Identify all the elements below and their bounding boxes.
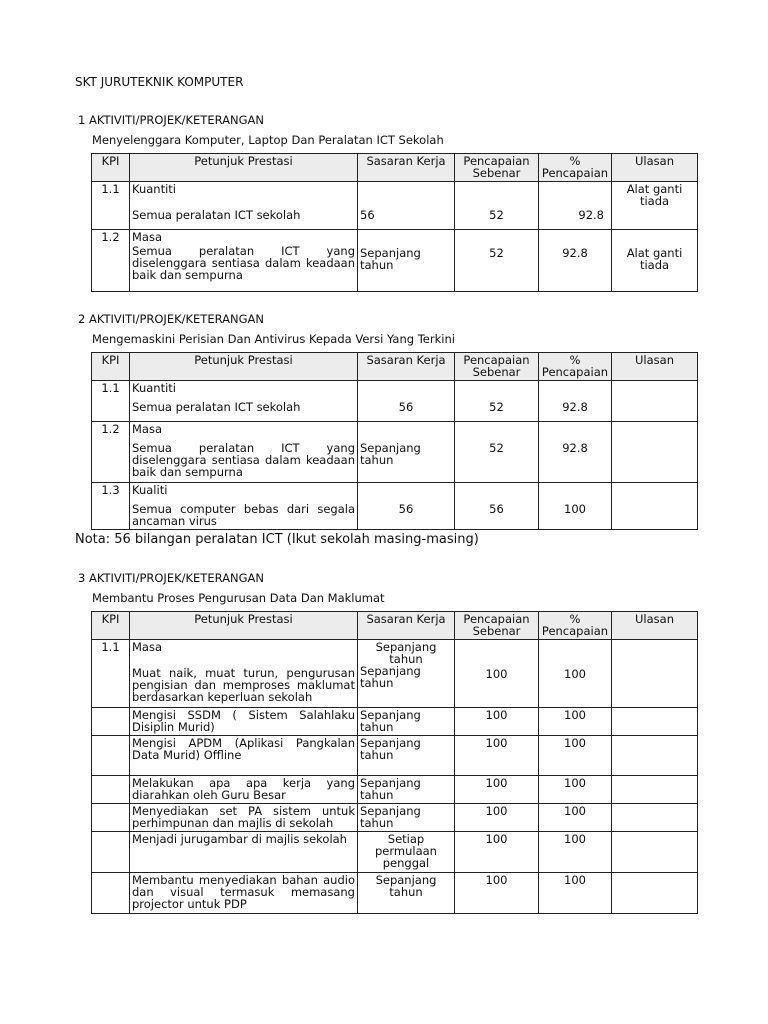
sebenar-cell: 100: [455, 776, 539, 804]
sebenar-cell: 52: [455, 230, 539, 292]
sebenar-cell: 100: [455, 640, 539, 708]
petunjuk-text: Menjadi jurugambar di majlis sekolah: [130, 832, 358, 873]
kpi-number: 1.1: [92, 640, 130, 708]
peratus-cell: 100: [539, 776, 612, 804]
document-title: SKT JURUTEKNIK KOMPUTER: [75, 75, 244, 89]
table-row: [92, 736, 698, 776]
peratus-cell: 92.8: [539, 422, 612, 483]
sebenar-cell: 52: [455, 381, 539, 422]
table-row: [92, 708, 698, 736]
petunjuk-text: Membantu menyediakan bahan audio dan visual termasuk memasang projector untuk PDP: [130, 873, 358, 914]
petunjuk-label: Kualiti: [132, 483, 168, 497]
petunjuk-cell: [130, 483, 358, 530]
peratus-cell: 100: [539, 832, 612, 873]
peratus-cell: 100: [539, 736, 612, 776]
ulasan-cell: [612, 736, 698, 776]
kpi-number: [92, 873, 130, 914]
petunjuk-text: Semua peralatan ICT sekolah: [132, 208, 301, 222]
sebenar-cell: 52: [455, 422, 539, 483]
kpi-number: [92, 832, 130, 873]
table-header-row: [92, 353, 698, 381]
kpi-number: [92, 776, 130, 804]
petunjuk-cell: [130, 381, 358, 422]
kpi-number: 1.3: [92, 483, 130, 530]
kpi-number: 1.2: [92, 422, 130, 483]
table-row: [92, 873, 698, 914]
header-petunjuk: Petunjuk Prestasi: [130, 353, 358, 381]
petunjuk-cell: [130, 182, 358, 230]
peratus-cell: 100: [539, 483, 612, 530]
petunjuk-text: Melakukan apa apa kerja yang diarahkan oleh Guru Besar: [130, 776, 358, 804]
header-petunjuk: Petunjuk Prestasi: [130, 612, 358, 640]
ulasan-cell: Alat ganti tiada: [612, 182, 698, 230]
sasaran-cell: Sepanjang tahun: [358, 776, 455, 804]
petunjuk-text: Mengisi SSDM ( Sistem Salahlaku Disiplin Murid): [130, 708, 358, 736]
petunjuk-text: Semua peralatan ICT yang diselenggara sentiasa dalam keadaan baik dan sempurna: [132, 244, 355, 282]
petunjuk-text: Mengisi APDM (Aplikasi Pangkalan Data Murid) Offline: [130, 736, 358, 776]
kpi-number: 1.1: [92, 182, 130, 230]
table-row: [92, 640, 698, 708]
header-ulasan: Ulasan: [612, 154, 698, 182]
petunjuk-cell: [130, 640, 358, 708]
table-row: [92, 776, 698, 804]
sebenar-cell: 100: [455, 708, 539, 736]
header-peratus: % Pencapaian: [539, 154, 612, 182]
sasaran-cell: [358, 640, 455, 708]
ulasan-cell: [612, 381, 698, 422]
sebenar-cell: 100: [455, 736, 539, 776]
section-3-table: [91, 611, 698, 914]
kpi-number: 1.2: [92, 230, 130, 292]
sasaran-cell: Sepanjang tahun: [358, 873, 455, 914]
section-2-table: [91, 352, 698, 530]
petunjuk-text: Semua peralatan ICT yang diselenggara sentiasa dalam keadaan baik dan sempurna: [132, 441, 355, 479]
sasaran-cell: 56: [358, 381, 455, 422]
section-2-subtitle: Mengemaskini Perisian Dan Antivirus Kepada Versi Yang Terkini: [92, 332, 455, 346]
header-peratus: % Pencapaian: [539, 353, 612, 381]
petunjuk-text: Menyediakan set PA sistem untuk perhimpunan dan majlis di sekolah: [130, 804, 358, 832]
header-ulasan: Ulasan: [612, 612, 698, 640]
table-row: [92, 230, 698, 292]
peratus-cell: 92.8: [539, 230, 612, 292]
header-ulasan: Ulasan: [612, 353, 698, 381]
petunjuk-cell: [130, 422, 358, 483]
petunjuk-label: Kuantiti: [132, 381, 177, 395]
header-kpi: KPI: [92, 353, 130, 381]
peratus-cell: 92.8: [539, 381, 612, 422]
sasaran-cell: Sepanjang tahun: [358, 422, 455, 483]
kpi-number: [92, 736, 130, 776]
peratus-cell: 100: [539, 873, 612, 914]
ulasan-cell: Alat ganti tiada: [612, 230, 698, 292]
sebenar-cell: 100: [455, 804, 539, 832]
ulasan-cell: [612, 804, 698, 832]
sasaran-label: Sepanjang tahun: [375, 640, 437, 666]
table-row: [92, 422, 698, 483]
sebenar-cell: 52: [455, 182, 539, 230]
sasaran-cell: Sepanjang tahun: [358, 804, 455, 832]
header-sasaran: Sasaran Kerja: [358, 612, 455, 640]
petunjuk-text: Semua computer bebas dari segala ancaman virus: [132, 502, 355, 528]
header-sebenar: Pencapaian Sebenar: [455, 353, 539, 381]
ulasan-cell: [612, 422, 698, 483]
petunjuk-label: Masa: [132, 640, 163, 654]
sasaran-text: Sepanjang tahun: [360, 664, 421, 690]
ulasan-cell: [612, 832, 698, 873]
ulasan-cell: [612, 640, 698, 708]
sebenar-cell: 100: [455, 832, 539, 873]
ulasan-cell: [612, 708, 698, 736]
table-row: [92, 804, 698, 832]
sasaran-cell: 56: [358, 483, 455, 530]
sasaran-cell: 56: [358, 182, 455, 230]
table-row: [92, 381, 698, 422]
header-petunjuk: Petunjuk Prestasi: [130, 154, 358, 182]
section-1-table: [91, 153, 698, 292]
section-2-heading: 2 AKTIVITI/PROJEK/KETERANGAN: [78, 312, 264, 326]
sebenar-cell: 56: [455, 483, 539, 530]
header-sebenar: Pencapaian Sebenar: [455, 154, 539, 182]
petunjuk-text: Muat naik, muat turun, pengurusan pengisian dan memproses maklumat berdasarkan keperluan sekolah: [132, 666, 355, 704]
header-sasaran: Sasaran Kerja: [358, 154, 455, 182]
sasaran-cell: Sepanjang tahun: [358, 230, 455, 292]
header-sebenar: Pencapaian Sebenar: [455, 612, 539, 640]
ulasan-cell: [612, 776, 698, 804]
peratus-cell: 100: [539, 640, 612, 708]
header-peratus: % Pencapaian: [539, 612, 612, 640]
section-1-heading: 1 AKTIVITI/PROJEK/KETERANGAN: [78, 113, 264, 127]
table-row: [92, 832, 698, 873]
header-kpi: KPI: [92, 612, 130, 640]
ulasan-cell: [612, 873, 698, 914]
note-text: Nota: 56 bilangan peralatan ICT (Ikut sekolah masing-masing): [75, 532, 479, 547]
section-1-subtitle: Menyelenggara Komputer, Laptop Dan Peralatan ICT Sekolah: [92, 133, 444, 147]
petunjuk-text: Semua peralatan ICT sekolah: [132, 400, 301, 414]
peratus-cell: 100: [539, 708, 612, 736]
peratus-cell: 92.8: [539, 182, 612, 230]
sebenar-cell: 100: [455, 873, 539, 914]
sasaran-cell: Sepanjang tahun: [358, 708, 455, 736]
kpi-number: [92, 708, 130, 736]
petunjuk-cell: [130, 230, 358, 292]
petunjuk-label: Masa: [132, 422, 163, 436]
ulasan-cell: [612, 483, 698, 530]
header-sasaran: Sasaran Kerja: [358, 353, 455, 381]
table-header-row: [92, 612, 698, 640]
peratus-cell: 100: [539, 804, 612, 832]
petunjuk-label: Masa: [132, 230, 163, 244]
petunjuk-label: Kuantiti: [132, 182, 177, 196]
section-3-subtitle: Membantu Proses Pengurusan Data Dan Maklumat: [92, 591, 385, 605]
sasaran-cell: Setiap permulaan penggal: [358, 832, 455, 873]
table-header-row: [92, 154, 698, 182]
table-row: [92, 182, 698, 230]
kpi-number: 1.1: [92, 381, 130, 422]
section-3-heading: 3 AKTIVITI/PROJEK/KETERANGAN: [78, 571, 264, 585]
sasaran-cell: Sepanjang tahun: [358, 736, 455, 776]
header-kpi: KPI: [92, 154, 130, 182]
kpi-number: [92, 804, 130, 832]
table-row: [92, 483, 698, 530]
